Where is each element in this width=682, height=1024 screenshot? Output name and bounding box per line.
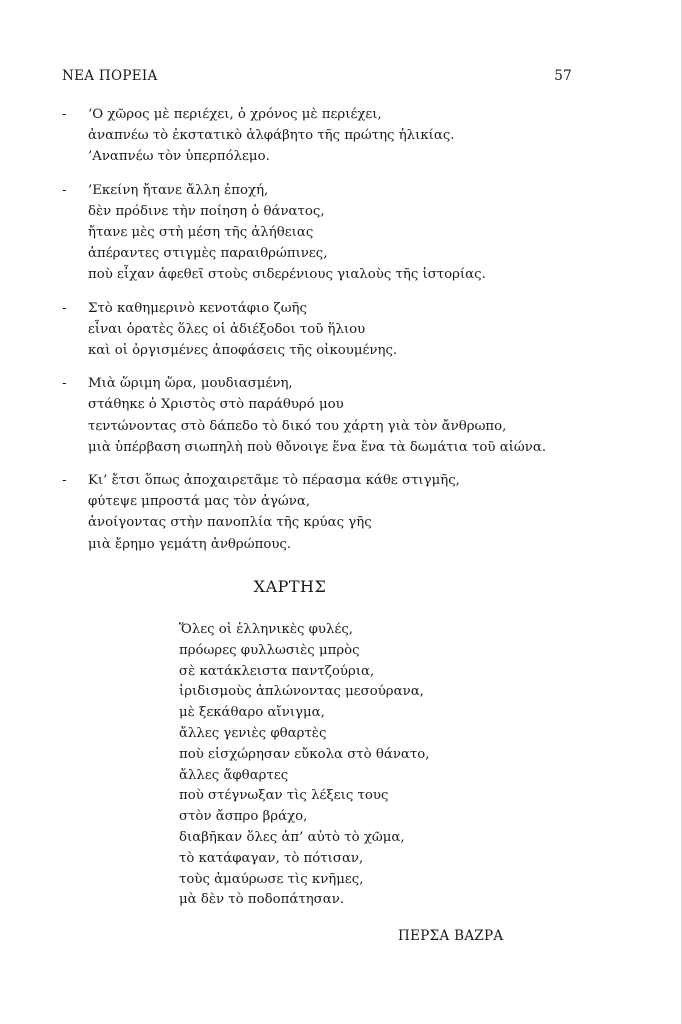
- verse-text: μιὰ ὑπέρβαση σιωπηλὴ ποὺ θὄνοιγε ἕνα ἕνα τὰ δωμάτια τοῦ αἰώνα.: [88, 439, 547, 455]
- verse-text: ἀπέραντες στιγμὲς παραιθρώπινες,: [88, 246, 328, 262]
- poem-line: διαβῆκαν ὅλες ἀπ’ αὐτὸ τὸ χῶμα,: [179, 829, 405, 845]
- verse-text: στάθηκε ὁ Χριστὸς στὸ παράθυρό μου: [88, 397, 344, 413]
- verse-text: Μιὰ ὥριμη ὥρα, μουδιασμένη,: [88, 376, 293, 392]
- stanza-dash: -: [62, 376, 67, 392]
- poem-line: Ὅλες οἱ ἑλληνικὲς φυλές,: [179, 622, 354, 637]
- stanza-dash: -: [62, 473, 67, 489]
- verse-line: [62, 340, 622, 361]
- verse-line: [62, 104, 622, 125]
- verse-text: ποὺ εἶχαν ἀφεθεῖ στοὺς σιδερένιους γιαλοὺς τῆς ἱστορίας.: [88, 267, 486, 283]
- verse-line: [62, 470, 622, 491]
- verse-line: [62, 319, 622, 340]
- poem-line: μὲ ξεκάθαρο αἴνιγμα,: [179, 705, 325, 721]
- journal-title: ΝΕΑ ΠΟΡΕΙΑ: [62, 68, 158, 84]
- poem-line: σὲ κατάκλειστα παντζούρια,: [179, 663, 375, 679]
- poem-line: πρόωρες φυλλωσιὲς μπρὸς: [179, 642, 360, 658]
- verse-text: δὲν πρόδινε τὴν ποίηση ὁ θάνατος,: [88, 203, 325, 219]
- verse-text: ἤτανε μὲς στὴ μέση τῆς ἀλήθειας: [88, 225, 314, 241]
- verse-line: [62, 201, 622, 222]
- verse-line: [62, 416, 622, 437]
- poem-line: ποὺ στέγνωξαν τὶς λέξεις τους: [179, 788, 389, 804]
- verse-text: ‘Ο χῶρος μὲ περιέχει, ὁ χρόνος μὲ περιέχει,: [88, 107, 382, 122]
- verse-line: [62, 534, 622, 555]
- poem-line: τὸ κατάφαγαν, τὸ πότισαν,: [179, 850, 364, 866]
- verse-text: ἀναπνέω τὸ ἐκστατικὸ ἀλφάβητο τῆς πρώτης ἡλικίας.: [88, 128, 455, 144]
- verse-line: [62, 222, 622, 243]
- verse-line: [62, 298, 622, 319]
- verse-line: [62, 264, 622, 285]
- verse-text: τεντώνοντας στὸ δάπεδο τὸ δικό του χάρτη γιὰ τὸν ἄνθρωπο,: [88, 418, 507, 434]
- stanza: [62, 180, 622, 286]
- poem-stanzas: [62, 104, 622, 567]
- verse-text: ’Εκείνη ἤτανε ἄλλη ἐποχή,: [88, 182, 269, 198]
- poem-line: ἄλλες ἄφθαρτες: [179, 767, 289, 783]
- poem-line: ἄλλες γενιὲς φθαρτὲς: [179, 725, 327, 741]
- stanza-dash: -: [62, 300, 67, 316]
- verse-line: [62, 373, 622, 394]
- verse-line: [62, 125, 622, 146]
- verse-line: [62, 512, 622, 533]
- verse-text: μιὰ ἔρημο γεμάτη ἀνθρώπους.: [88, 536, 292, 552]
- verse-line: [62, 394, 622, 415]
- verse-line: [62, 180, 622, 201]
- stanza: [62, 470, 622, 555]
- verse-text: φύτεψε μπροστά μας τὸν ἀγώνα,: [88, 494, 311, 510]
- running-header: [62, 68, 572, 84]
- poem-line: μὰ δὲν τὸ ποδοπάτησαν.: [179, 892, 345, 908]
- verse-text: εἶναι ὁρατὲς ὅλες οἱ ἀδιέξοδοι τοῦ ἥλιου: [88, 321, 366, 337]
- stanza-dash: -: [62, 107, 67, 122]
- stanza-dash: -: [62, 182, 67, 198]
- verse-text: Κι’ ἔτσι ὅπως ἀποχαιρετᾶμε τὸ πέρασμα κάθε στιγμῆς,: [88, 473, 460, 489]
- poem-author: ΠΕΡΣΑ ΒΑΖΡΑ: [398, 928, 504, 944]
- stanza: [62, 298, 622, 362]
- poem-line: ποὺ εἰσχώρησαν εὔκολα στὸ θάνατο,: [179, 746, 430, 762]
- verse-line: [62, 243, 622, 264]
- verse-text: καὶ οἱ ὀργισμένες ἀποφάσεις τῆς οἰκουμένης.: [88, 343, 398, 359]
- verse-text: ἀνοίγοντας στὴν πανοπλία τῆς κρύας γῆς: [88, 515, 372, 531]
- poem-line: στὸν ἄσπρο βράχο,: [179, 809, 308, 825]
- poem-line: τοὺς ἀμαύρωσε τὶς κνῆμες,: [179, 871, 364, 887]
- stanza: [62, 373, 622, 458]
- stanza: [62, 104, 622, 168]
- poem-body: [179, 620, 579, 911]
- verse-line: [62, 491, 622, 512]
- poem-line: ἰριδισμοὺς ἁπλώνοντας μεσούρανα,: [179, 684, 424, 700]
- verse-line: [62, 437, 622, 458]
- verse-line: [62, 146, 622, 167]
- verse-text: Στὸ καθημερινὸ κενοτάφιο ζωῆς: [88, 300, 307, 316]
- verse-text: ’Αναπνέω τὸν ὑπερπόλεμο.: [88, 149, 270, 165]
- page-number: 57: [554, 68, 572, 84]
- poem-title: ΧΑΡΤΗΣ: [253, 577, 327, 596]
